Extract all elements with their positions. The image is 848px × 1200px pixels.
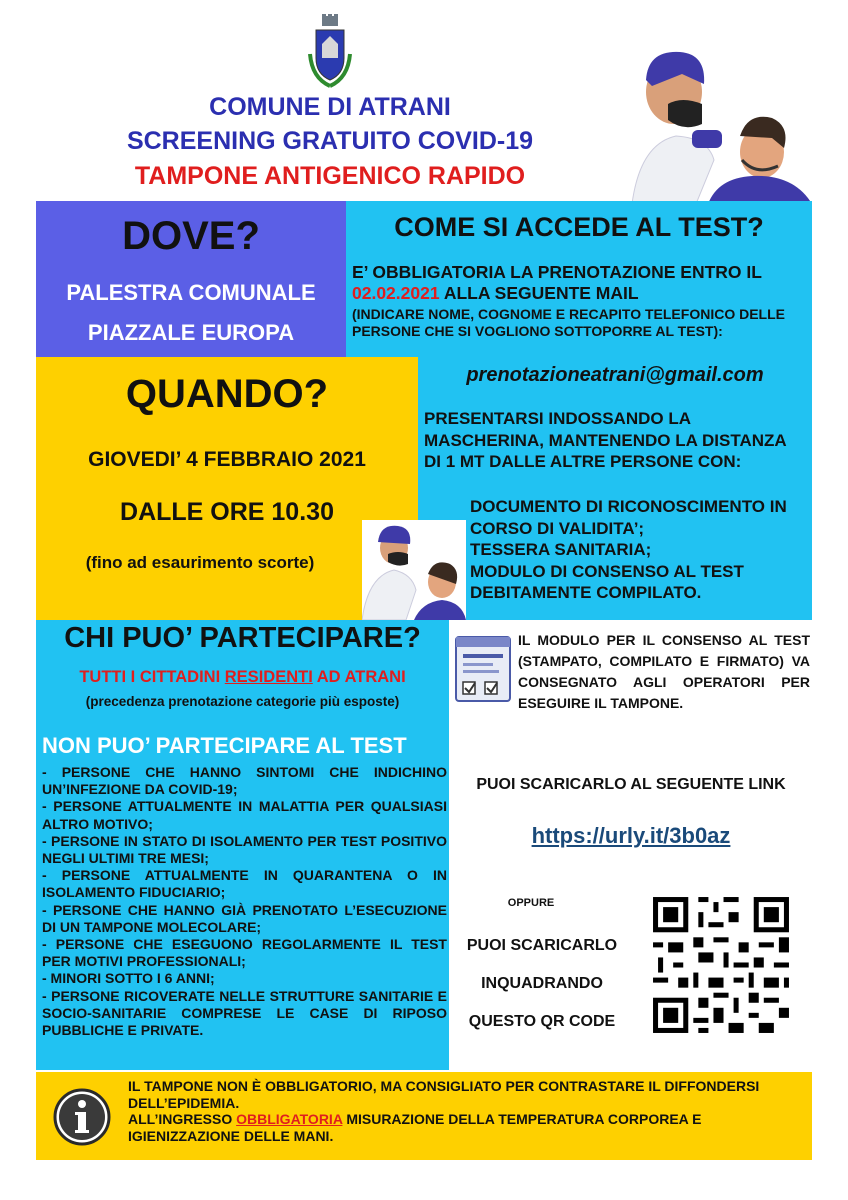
qr-instructions — [454, 927, 630, 1041]
document-item: TESSERA SANITARIA; — [470, 540, 652, 559]
info-mandatory: OBBLIGATORIA — [236, 1111, 343, 1127]
dove-title: DOVE? — [122, 214, 260, 258]
qr-instructions-line: PUOI SCARICARLO — [466, 937, 618, 954]
qr-instructions-line: QUESTO QR CODE — [468, 1013, 616, 1030]
exclusion-item: - MINORI SOTTO I 6 ANNI; — [42, 970, 215, 987]
dove-place-2: PIAZZALE EUROPA — [87, 320, 295, 345]
qr-code-icon[interactable] — [648, 892, 794, 1038]
header-municipality: COMUNE DI ATRANI — [209, 93, 451, 121]
presentation-instructions: PRESENTARSI INDOSSANDO LA MASCHERINA, MANTENENDO LA DISTANZA DI 1 MT DALLE ALTRE PERSONE CON: — [424, 409, 787, 471]
info-line-2 — [128, 1111, 808, 1144]
download-label: PUOI SCARICARLO AL SEGUENTE LINK — [476, 776, 786, 793]
info-text-after: MISURAZIONE DELLA TEMPERATURA CORPOREA E IGIENIZZAZIONE DELLE MANI. — [128, 1111, 702, 1144]
consent-form-instructions: IL MODULO PER IL CONSENSO AL TEST (STAMPATO, COMPILATO E FIRMATO) VA CONSEGNATO AGLI OPERATORI PER ESEGUIRE IL TAMPONE. — [518, 632, 810, 711]
booking-text-2: ALLA SEGUENTE MAIL — [443, 283, 639, 303]
exclusion-item: - PERSONE CHE HANNO GIÀ PRENOTATO L’ESECUZIONE DI UN TAMPONE MOLECOLARE; — [42, 901, 447, 935]
info-icon — [52, 1087, 112, 1147]
exclusions-title: NON PUO’ PARTECIPARE AL TEST — [42, 733, 407, 758]
chi-title: CHI PUO’ PARTECIPARE? — [64, 622, 421, 654]
exclusion-item: - PERSONE CHE HANNO SINTOMI CHE INDICHINO UN’INFEZIONE DA COVID-19; — [42, 764, 447, 798]
swab-test-illustration — [622, 40, 814, 204]
or-label: OPPURE — [507, 897, 555, 909]
booking-text-1: E’ OBBLIGATORIA LA PRENOTAZIONE ENTRO IL — [352, 262, 762, 282]
booking-requirement — [352, 262, 808, 304]
municipal-crest-icon — [308, 14, 352, 92]
header-test-type: TAMPONE ANTIGENICO RAPIDO — [134, 162, 526, 190]
quando-title: QUANDO? — [125, 372, 329, 416]
consent-form-icon — [455, 636, 511, 702]
header-screening: SCREENING GRATUITO COVID-19 — [126, 127, 534, 155]
eligible-residents-underlined: RESIDENTI — [224, 668, 313, 686]
exclusion-item: - PERSONE ATTUALMENTE IN MALATTIA PER QUALSIASI ALTRO MOTIVO; — [42, 798, 447, 832]
qr-instructions-line: INQUADRANDO — [481, 975, 603, 992]
quando-date: GIOVEDI’ 4 FEBBRAIO 2021 — [88, 448, 366, 471]
required-documents — [470, 496, 810, 604]
quando-note: (fino ad esaurimento scorte) — [85, 553, 315, 572]
download-link[interactable]: https://urly.it/3b0az — [531, 823, 731, 848]
booking-deadline: 02.02.2021 — [352, 283, 440, 303]
info-line-1: IL TAMPONE NON È OBBLIGATORIO, MA CONSIGLIATO PER CONTRASTARE IL DIFFONDERSI DELL’EPIDEMIA. — [128, 1078, 760, 1111]
swab-test-small-illustration — [362, 520, 466, 620]
dove-place-1: PALESTRA COMUNALE — [66, 280, 316, 305]
quando-time: DALLE ORE 10.30 — [120, 498, 334, 526]
info-text-before: ALL’INGRESSO — [128, 1111, 233, 1127]
booking-note: (INDICARE NOME, COGNOME E RECAPITO TELEFONICO DELLE PERSONE CHE SI VOGLIONO SOTTOPORRE AL TEST): — [352, 306, 785, 339]
info-text — [128, 1078, 808, 1144]
document-item: MODULO DI CONSENSO AL TEST DEBITAMENTE COMPILATO. — [470, 561, 744, 602]
booking-email[interactable]: prenotazioneatrani@gmail.com — [466, 364, 764, 386]
exclusions-list — [42, 764, 447, 1039]
exclusion-item: - PERSONE IN STATO DI ISOLAMENTO PER TEST POSITIVO NEGLI ULTIMI TRE MESI; — [42, 832, 447, 867]
priority-note: (precedenza prenotazione categorie più esposte) — [85, 694, 400, 709]
eligible-text-2: AD ATRANI — [316, 668, 406, 686]
exclusion-item: - PERSONE CHE ESEGUONO REGOLARMENTE IL TEST PER MOTIVI PROFESSIONALI; — [42, 936, 447, 970]
exclusion-item: - PERSONE RICOVERATE NELLE STRUTTURE SANITARIE E SOCIO-SANITARIE COMPRESE LE CASE DI RIPOSO PUBBLICHE E PRIVATE. — [42, 987, 447, 1039]
come-title: COME SI ACCEDE AL TEST? — [394, 212, 764, 242]
document-item: DOCUMENTO DI RICONOSCIMENTO IN CORSO DI VALIDITA’; — [470, 497, 787, 538]
eligible-residents — [36, 668, 449, 687]
exclusion-item: - PERSONE ATTUALMENTE IN QUARANTENA O IN ISOLAMENTO FIDUCIARIO; — [42, 867, 447, 901]
eligible-text-1: TUTTI I CITTADINI — [79, 668, 221, 686]
